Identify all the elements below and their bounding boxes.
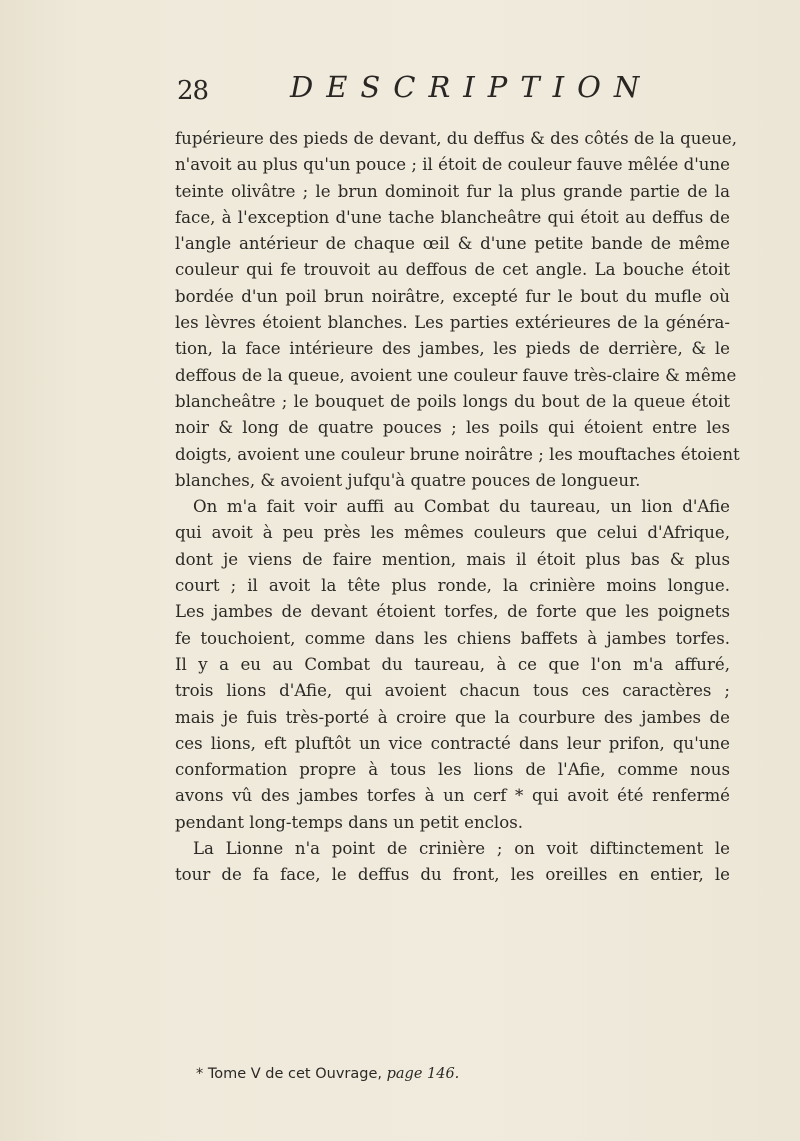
text-line: fe touchoient, comme dans les chiens baffets à jambes torfes. <box>175 628 730 648</box>
body-text <box>175 126 740 889</box>
text-line: bordée d'un poil brun noirâtre, excepté fur le bout du mufle où <box>175 286 730 306</box>
page-header <box>0 70 800 120</box>
text-line: qui avoit à peu près les mêmes couleurs que celui d'Afrique, <box>175 523 730 543</box>
footnote-marker: * <box>196 1066 204 1082</box>
text-line: avons vû des jambes torfes à un cerf * qui avoit été renfermé <box>175 786 730 806</box>
text-line: court ; il avoit la tête plus ronde, la crinière moins longue. <box>175 576 730 596</box>
text-line: On m'a fait voir auffi au Combat du taureau, un lion d'Afie <box>193 497 730 517</box>
footnote-page-label: page 146. <box>386 1066 460 1082</box>
text-line: doigts, avoient une couleur brune noirâtre ; les mouftaches étoient <box>175 444 740 464</box>
text-line: Il y a eu au Combat du taureau, à ce que l'on m'a affuré, <box>175 654 730 674</box>
text-line: Les jambes de devant étoient torfes, de forte que les poignets <box>175 602 730 622</box>
text-line: mais je fuis très-porté à croire que la courbure des jambes de <box>175 707 730 727</box>
footnote <box>196 1066 459 1082</box>
text-line: conformation propre à tous les lions de l'Afie, comme nous <box>175 760 730 780</box>
text-line: noir & long de quatre pouces ; les poils qui étoient entre les <box>175 418 730 438</box>
text-line: tion, la face intérieure des jambes, les pieds de derrière, & le <box>175 339 730 359</box>
text-line: deffous de la queue, avoient une couleur fauve très-claire & même <box>175 365 737 385</box>
text-line: trois lions d'Afie, qui avoient chacun tous ces caractères ; <box>175 681 730 701</box>
text-line: fupérieure des pieds de devant, du deffus & des côtés de la queue, <box>175 129 738 148</box>
text-line: teinte olivâtre ; le brun dominoit fur la plus grande partie de la <box>175 181 730 201</box>
text-line: pendant long-temps dans un petit enclos. <box>175 812 524 832</box>
text-line: dont je viens de faire mention, mais il étoit plus bas & plus <box>175 549 730 569</box>
text-line: n'avoit au plus qu'un pouce ; il étoit de couleur fauve mêlée d'une <box>175 155 730 175</box>
footnote-text: Tome V de cet Ouvrage, <box>207 1066 382 1082</box>
text-line: blanches, & avoient jufqu'à quatre pouces de longueur. <box>175 470 641 490</box>
text-line: couleur qui fe trouvoit au deffous de cet angle. La bouche étoit <box>175 260 730 280</box>
text-line: les lèvres étoient blanches. Les parties extérieures de la généra- <box>175 313 730 333</box>
text-line: l'angle antérieur de chaque œil & d'une petite bande de même <box>175 234 730 254</box>
running-head: DESCRIPTION <box>290 70 653 104</box>
page-number: 28 <box>177 76 209 106</box>
text-line: blancheâtre ; le bouquet de poils longs du bout de la queue étoit <box>175 391 730 411</box>
text-line: face, à l'exception d'une tache blancheâtre qui étoit au deffus de <box>175 207 730 227</box>
text-line: ces lions, eft pluftôt un vice contracté dans leur prifon, qu'une <box>175 733 730 753</box>
text-line: La Lionne n'a point de crinière ; on voit diftinctement le <box>193 839 730 859</box>
text-line: tour de fa face, le deffus du front, les oreilles en entier, le <box>175 865 730 885</box>
